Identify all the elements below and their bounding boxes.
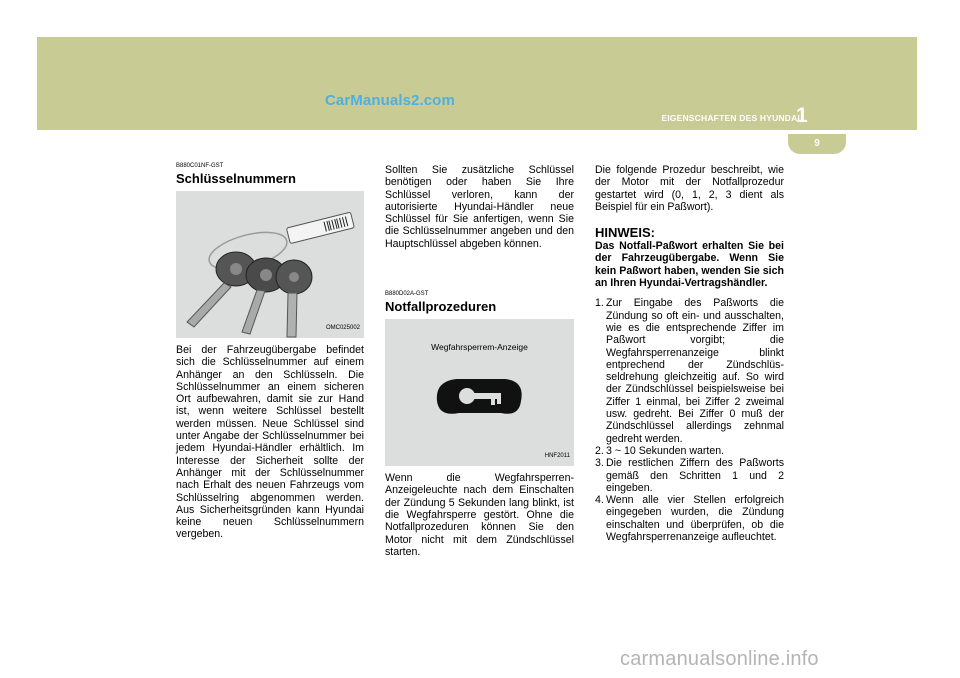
procedure-step bbox=[595, 494, 784, 543]
immobilizer-indicator-icon bbox=[385, 319, 574, 466]
key-right-icon bbox=[276, 260, 312, 337]
step-number: 4. bbox=[595, 494, 604, 507]
keys-illustration bbox=[176, 191, 364, 338]
step-text: Die restlichen Ziffern des Paßworts gemäß den Schritten 1 und 2 eingeben. bbox=[606, 457, 784, 494]
procedure-step bbox=[595, 457, 784, 494]
section-title: EIGENSCHAFTEN DES HYUNDAI bbox=[661, 113, 800, 123]
step-text: 3 ~ 10 Sekunden warten. bbox=[606, 444, 725, 457]
step-number: 3. bbox=[595, 457, 604, 470]
note-body: Das Notfall-Paßwort erhalten Sie bei der Fahrzeugübergabe. Wenn Sie kein Paßwort haben, wenden Sie sich an Ihren Hyundai-Vertragshändler. bbox=[595, 240, 784, 290]
chapter-number: 1 bbox=[796, 104, 808, 127]
key-left-icon bbox=[187, 252, 256, 327]
figure-label: Wegfahrsperrem-Anzeige bbox=[431, 342, 528, 353]
figure-code: HNF2011 bbox=[544, 452, 570, 459]
procedure-steps bbox=[595, 297, 784, 543]
procedure-intro: Die folgende Prozedur beschreibt, wie der Motor mit der Notfallprozedur gestartet wird (0, 1, 2, 3 dient als Beispiel für ein Paßwort). bbox=[595, 164, 784, 213]
section-code: B880D02A-GST bbox=[385, 291, 429, 298]
note-title: HINWEIS: bbox=[595, 225, 655, 241]
step-text: Wenn alle vier Stellen erfolgreich eingegeben wurden, die Zündung einschalten und überprüfen, ob die Wegfahrsperrenanzeige aufleuchtet. bbox=[606, 494, 784, 544]
step-number: 1. bbox=[595, 297, 604, 310]
column-1 bbox=[176, 163, 364, 541]
site-watermark[interactable]: CarManuals2.com bbox=[325, 92, 455, 109]
keys-figure bbox=[176, 191, 364, 338]
section-heading: Notfallprozeduren bbox=[385, 299, 497, 315]
step-text: Zur Eingabe des Paßworts die Zündung so oft ein- und ausschalten, wie es die entsprechende Ziffer im Paßwort vorgibt; die Wegfahrsperrenanzeige blinkt entprechend der Zündschlüs-seldrehung gleichzeitig auf. So wird der Zündschlüssel beispielsweise bei Ziffer 1 einmal, bei Ziffer 2 zweimal usw. gedreht. Bei Ziffer 0 muß der Zündschlüssel allerdings zehnmal gedreht werden. bbox=[606, 297, 784, 445]
keys-body-text: Bei der Fahrzeugübergabe befindet sich die Schlüsselnummer auf einem Anhänger an den Schlüsseln. Die Schlüsselnummer an einem sicheren Ort aufbewahren, damit sie zur Hand ist, wenn weitere Schlüssel bestellt werden müssen. Neue Schlüssel sind unter Angabe der Schlüsselnummer bei jedem Hyundai-Händler erhältlich. Im Interesse der Sicherheit sollte der Anhänger mit der Schlüsselnummer nach Erhalt des neuen Fahrzeugs vom Schlüsselring abgenommen werden. Aus Sicherheitsgründen kann Hyundai keine neuen Schlüsselnummern vergeben. bbox=[176, 344, 364, 541]
procedure-step bbox=[595, 445, 784, 457]
section-heading: Schlüsselnummern bbox=[176, 171, 296, 186]
footer-watermark[interactable]: carmanualsonline.info bbox=[620, 648, 819, 670]
section-code: B880C01NF-GST bbox=[176, 163, 224, 169]
page-number: 9 bbox=[814, 138, 820, 149]
procedure-step bbox=[595, 297, 784, 445]
column-3 bbox=[595, 164, 784, 543]
immobilizer-figure bbox=[385, 319, 574, 466]
step-number: 2. bbox=[595, 444, 604, 457]
emergency-body-text: Wenn die Wegfahrsperren-Anzeigeleuchte nach dem Einschalten der Zündung 5 Sekunden lang blinkt, ist die Wegfahrsperre gestört. Ohne die Notfallprozeduren können Sie den Motor nicht mit dem Zündschlüssel starten. bbox=[385, 472, 574, 558]
intro-text: Sollten Sie zusätzliche Schlüssel benötigen oder haben Sie Ihre Schlüssel verloren, kann der autorisierte Hyundai-Händler neue Schlüssel für Sie anfertigen, wenn Sie die Schlüsselnummer angeben und den Hauptschlüssel abgeben können. bbox=[385, 164, 574, 250]
figure-code: OMC025002 bbox=[325, 324, 360, 331]
column-2 bbox=[385, 164, 574, 558]
